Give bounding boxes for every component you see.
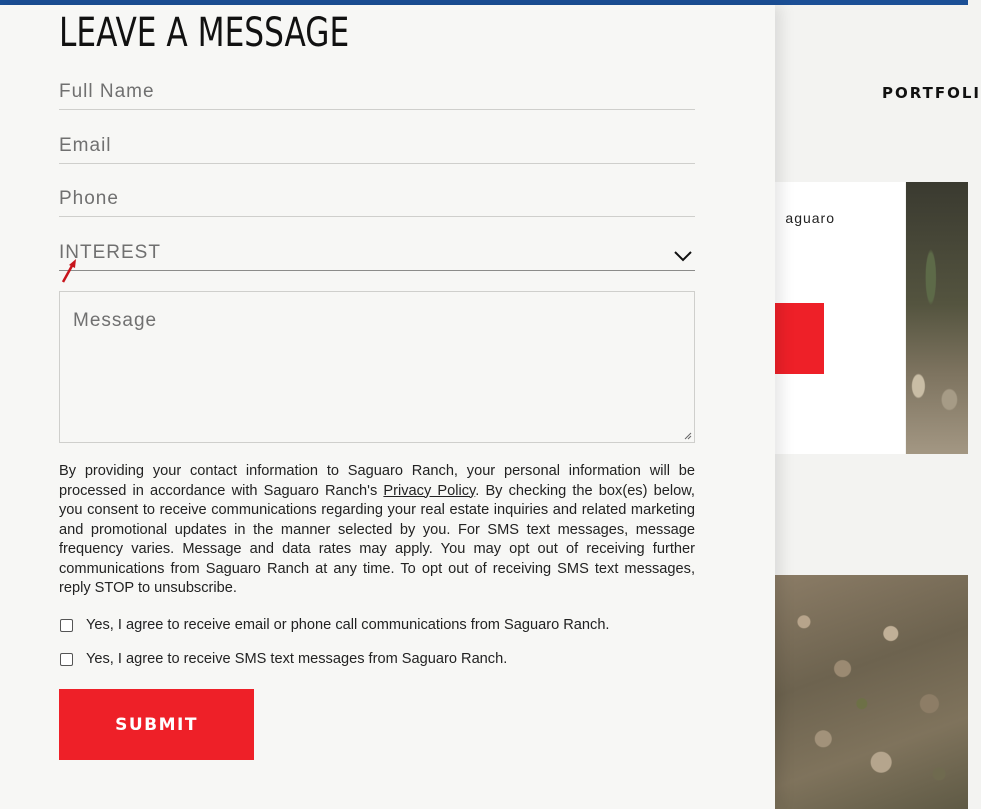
background-card-button[interactable] [775,303,824,374]
background-card-text: aguaro [785,210,835,226]
phone-field[interactable] [59,186,695,217]
message-textarea[interactable] [59,291,695,443]
message-placeholder: Message [73,310,158,331]
desert-image [775,575,968,809]
consent-text-part2: . By checking the box(es) below, you consent to receive communications regarding your real estate inquiries and related marketing and promotional updates in the manner selected by you. For SMS text messages, message frequency varies. Message and data rates may apply. You may opt out of receiving further communications from Saguaro Ranch at any time. To opt out of receiving SMS text messages, reply STOP to unsubscribe. [59,482,695,596]
email-phone-consent-checkbox[interactable] [60,619,73,632]
email-field[interactable] [59,133,695,164]
submit-button[interactable]: SUBMIT [59,689,254,760]
resize-grip-icon[interactable] [684,432,692,440]
privacy-policy-link[interactable]: Privacy Policy [383,482,476,499]
cactus-image [906,182,968,454]
email-phone-consent-row [59,617,610,633]
chevron-down-icon[interactable] [673,250,693,262]
email-placeholder: Email [59,135,112,156]
interest-selected-value: INTEREST [59,242,161,263]
sms-consent-row [59,651,507,667]
phone-placeholder: Phone [59,188,119,209]
full-name-placeholder: Full Name [59,81,155,102]
nav-link-portfolio[interactable]: PORTFOLI [882,84,981,102]
sms-consent-label[interactable]: Yes, I agree to receive SMS text messages from Saguaro Ranch. [86,651,508,667]
email-phone-consent-label[interactable]: Yes, I agree to receive email or phone call communications from Saguaro Ranch. [86,617,610,633]
interest-select[interactable] [59,240,695,271]
consent-disclaimer [59,462,695,599]
sms-consent-checkbox[interactable] [60,653,73,666]
consent-text-part1: By providing your contact information to Saguaro Ranch, your personal information will be processed in accordance with Saguaro Ranch's [59,463,695,499]
cursor-arrow-icon [60,258,78,284]
full-name-field[interactable] [59,79,695,110]
form-title: LEAVE A MESSAGE [59,10,350,56]
